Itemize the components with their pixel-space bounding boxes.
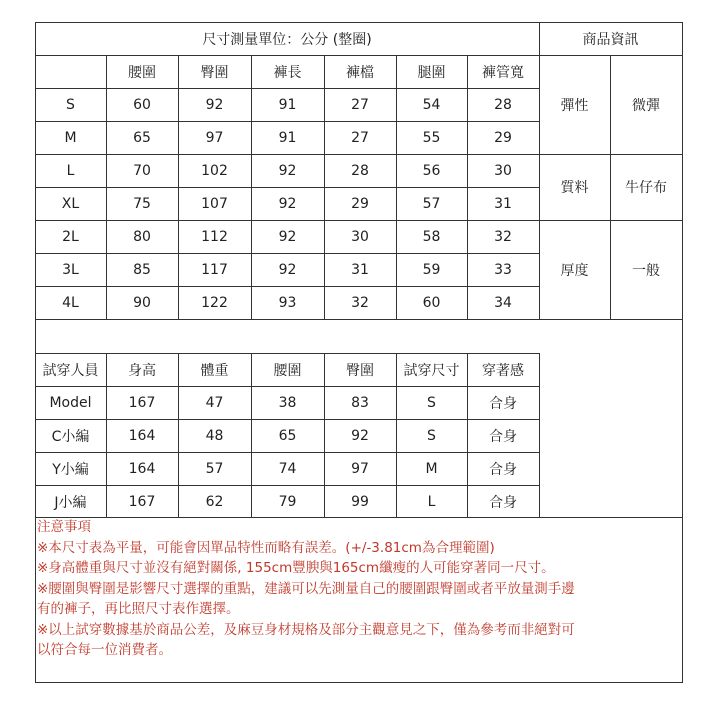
note-line: ※腰圍與臀圍是影響尺寸選擇的重點，建議可以先測量自己的腰圍跟臀圍或者平放量測手邊: [37, 580, 575, 597]
note-line: ※以上試穿數據基於商品公差，及麻豆身材規格及部分主觀意見之下，僅為參考而非絕對可: [37, 621, 575, 638]
tryon-header-cell: 穿著感: [482, 362, 524, 379]
size-value-cell: 85: [133, 261, 151, 278]
tryon-value-cell: 47: [205, 394, 224, 411]
size-value-cell: 80: [133, 228, 151, 245]
tryon-value-cell: 97: [351, 460, 369, 477]
header-waist: 腰圍: [128, 64, 156, 81]
size-label: XL: [61, 195, 80, 212]
size-value-cell: 112: [201, 228, 228, 245]
tryon-value-cell: 167: [128, 394, 156, 411]
size-value-cell: 60: [422, 294, 441, 311]
tryon-header-cell: 試穿人員: [42, 362, 99, 379]
size-value-cell: 29: [494, 129, 512, 146]
grid-line-horizontal: [35, 682, 683, 683]
size-value-cell: 32: [494, 228, 512, 245]
tryon-value-cell: 164: [128, 460, 156, 477]
size-table-title: 尺寸測量單位：公分 (整圈): [202, 31, 372, 48]
grid-line-vertical: [539, 353, 540, 518]
tryon-value-cell: 167: [128, 493, 156, 510]
grid-line-horizontal: [35, 319, 683, 320]
tryon-value-cell: 合身: [489, 428, 517, 445]
size-value-cell: 65: [133, 129, 151, 146]
tryon-value-cell: 79: [278, 493, 297, 510]
tryon-header-cell: 體重: [200, 362, 229, 379]
size-value-cell: 92: [278, 228, 297, 245]
size-value-cell: 31: [494, 195, 512, 212]
size-value-cell: 55: [422, 129, 441, 146]
tryon-person-cell: Model: [49, 394, 92, 411]
tryon-header-cell: 試穿尺寸: [403, 362, 460, 379]
tryon-value-cell: 38: [278, 394, 297, 411]
tryon-header-cell: 腰圍: [273, 362, 302, 379]
size-value-cell: 70: [133, 162, 151, 179]
size-value-cell: 54: [422, 96, 441, 113]
tryon-value-cell: 164: [128, 427, 156, 444]
note-line: 以符合每一位消費者。: [37, 642, 172, 658]
size-value-cell: 93: [278, 294, 297, 311]
note-line: ※本尺寸表為平量，可能會因單品特性而略有誤差。(+/-3.81cm為合理範圍): [37, 539, 495, 556]
tryon-value-cell: M: [425, 460, 438, 477]
size-value-cell: 122: [201, 294, 228, 311]
size-value-cell: 57: [422, 195, 441, 212]
tryon-value-cell: S: [427, 427, 436, 444]
product-info-value-elasticity: 微彈: [632, 97, 660, 114]
size-value-cell: 60: [133, 96, 151, 113]
size-value-cell: 102: [201, 162, 228, 179]
size-value-cell: 29: [351, 195, 369, 212]
grid-line-horizontal: [539, 55, 683, 56]
size-value-cell: 117: [201, 261, 228, 278]
size-value-cell: 28: [494, 96, 512, 113]
size-value-cell: 92: [278, 162, 297, 179]
size-value-cell: 27: [351, 96, 369, 113]
tryon-value-cell: 57: [205, 460, 224, 477]
size-value-cell: 91: [278, 129, 297, 146]
tryon-value-cell: 合身: [489, 395, 517, 412]
size-value-cell: 33: [494, 261, 512, 278]
size-value-cell: 107: [201, 195, 228, 212]
tryon-value-cell: 62: [205, 493, 224, 510]
tryon-header-cell: 身高: [128, 362, 156, 379]
tryon-value-cell: 99: [351, 493, 369, 510]
tryon-value-cell: 合身: [489, 461, 517, 478]
size-label: 3L: [62, 261, 79, 278]
size-value-cell: 92: [205, 96, 224, 113]
size-value-cell: 92: [278, 195, 297, 212]
header-length: 褲長: [273, 64, 302, 81]
header-hem: 褲管寬: [482, 64, 524, 81]
product-info-label-elasticity: 彈性: [560, 97, 589, 114]
size-value-cell: 97: [205, 129, 224, 146]
size-value-cell: 32: [351, 294, 369, 311]
size-value-cell: 31: [351, 261, 369, 278]
size-value-cell: 56: [422, 162, 441, 179]
header-hip: 臀圍: [200, 64, 229, 81]
product-info-value-material: 牛仔布: [625, 180, 667, 196]
grid-line-vertical: [682, 22, 683, 683]
tryon-value-cell: 合身: [489, 494, 517, 511]
product-info-label-thickness: 厚度: [560, 262, 589, 279]
notes-section: [37, 517, 681, 661]
size-label: S: [66, 96, 75, 113]
header-thigh: 腿圍: [417, 64, 446, 81]
size-value-cell: 30: [351, 228, 369, 245]
size-value-cell: 92: [278, 261, 297, 278]
tryon-value-cell: 74: [278, 460, 297, 477]
size-value-cell: 58: [422, 228, 441, 245]
tryon-person-cell: Y小編: [52, 461, 89, 478]
size-value-cell: 28: [351, 162, 369, 179]
size-value-cell: 59: [422, 261, 441, 278]
tryon-person-cell: J小編: [54, 494, 87, 511]
size-label: L: [66, 162, 75, 179]
product-info-title: 商品資訊: [582, 31, 639, 48]
note-line: ※身高體重與尺寸並沒有絕對關係, 155cm豐腴與165cm纖瘦的人可能穿著同一尺寸。: [37, 560, 555, 576]
tryon-value-cell: 65: [278, 427, 297, 444]
header-rise: 褲檔: [346, 64, 374, 81]
size-value-cell: 34: [494, 294, 512, 311]
size-value-cell: 75: [133, 195, 151, 212]
product-info-label-material: 質料: [560, 180, 589, 196]
tryon-value-cell: 92: [351, 427, 369, 444]
size-value-cell: 90: [133, 294, 151, 311]
tryon-header-cell: 臀圍: [346, 362, 374, 379]
size-label: M: [64, 129, 77, 146]
tryon-value-cell: 83: [351, 394, 369, 411]
note-line: 有的褲子，再比照尺寸表作選擇。: [37, 601, 240, 617]
size-value-cell: 30: [494, 162, 512, 179]
size-label: 2L: [62, 228, 79, 245]
tryon-value-cell: L: [427, 493, 436, 510]
tryon-person-cell: C小編: [51, 428, 90, 445]
notes-title: 注意事項: [37, 519, 91, 535]
tryon-value-cell: S: [427, 394, 436, 411]
size-label: 4L: [62, 294, 79, 311]
tryon-value-cell: 48: [205, 427, 224, 444]
size-value-cell: 27: [351, 129, 369, 146]
product-info-value-thickness: 一般: [632, 262, 660, 279]
size-value-cell: 91: [278, 96, 297, 113]
